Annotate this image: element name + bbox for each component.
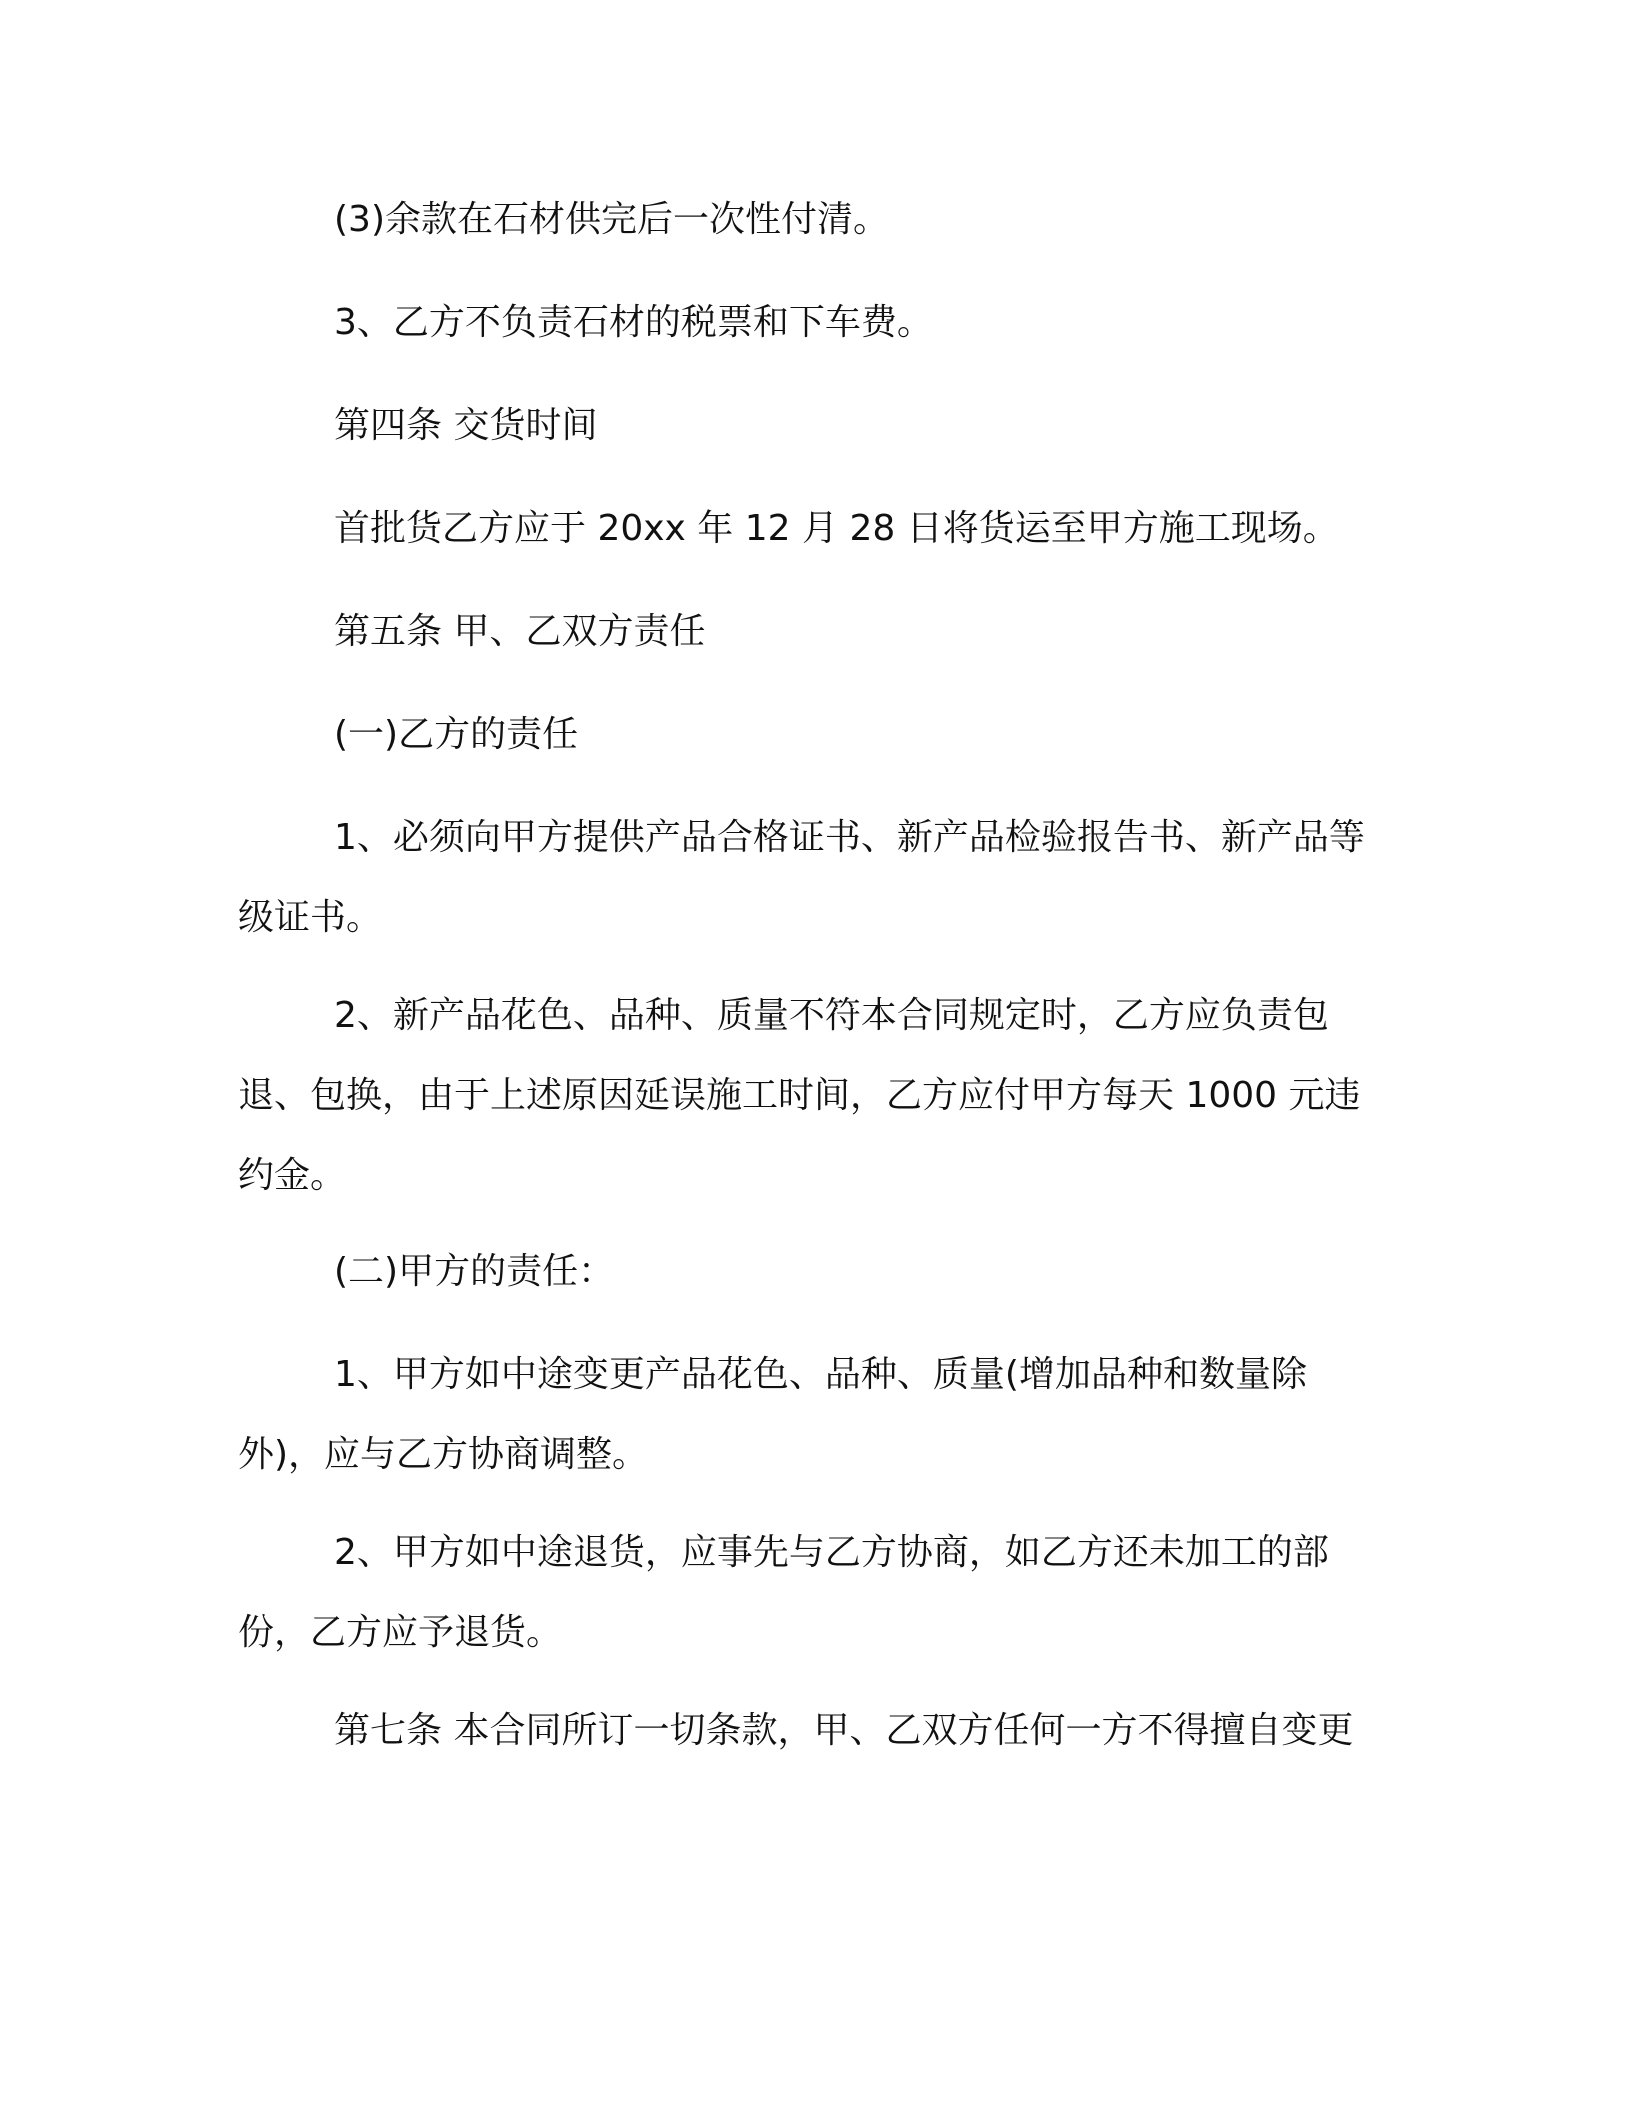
paragraph-delivery-date: 首批货乙方应于 20xx 年 12 月 28 日将货运至甲方施工现场。 bbox=[334, 508, 1339, 549]
heading-party-a-duties: (二)甲方的责任： bbox=[334, 1251, 615, 1292]
heading-article-5: 第五条 甲、乙双方责任 bbox=[334, 611, 706, 652]
paragraph-certificates: 1、必须向甲方提供产品合格证书、新产品检验报告书、新产品等级证书。 bbox=[238, 817, 1365, 938]
paragraph-return-exchange: 2、新产品花色、品种、质量不符本合同规定时，乙方应负责包退、包换，由于上述原因延误施工时间，乙方应付甲方每天 1000 元违约金。 bbox=[238, 995, 1361, 1196]
heading-article-7: 第七条 本合同所订一切条款，甲、乙双方任何一方不得擅自变更 bbox=[334, 1710, 1354, 1751]
heading-article-4: 第四条 交货时间 bbox=[334, 405, 598, 446]
paragraph-balance-payment: (3)余款在石材供完后一次性付清。 bbox=[334, 199, 889, 240]
paragraph-midway-change: 1、甲方如中途变更产品花色、品种、质量(增加品种和数量除外)，应与乙方协商调整。 bbox=[238, 1354, 1307, 1475]
paragraph-midway-return: 2、甲方如中途退货，应事先与乙方协商，如乙方还未加工的部份，乙方应予退货。 bbox=[238, 1532, 1329, 1653]
heading-party-b-duties: (一)乙方的责任 bbox=[334, 714, 579, 755]
paragraph-tax-receipt: 3、乙方不负责石材的税票和下车费。 bbox=[334, 302, 933, 343]
